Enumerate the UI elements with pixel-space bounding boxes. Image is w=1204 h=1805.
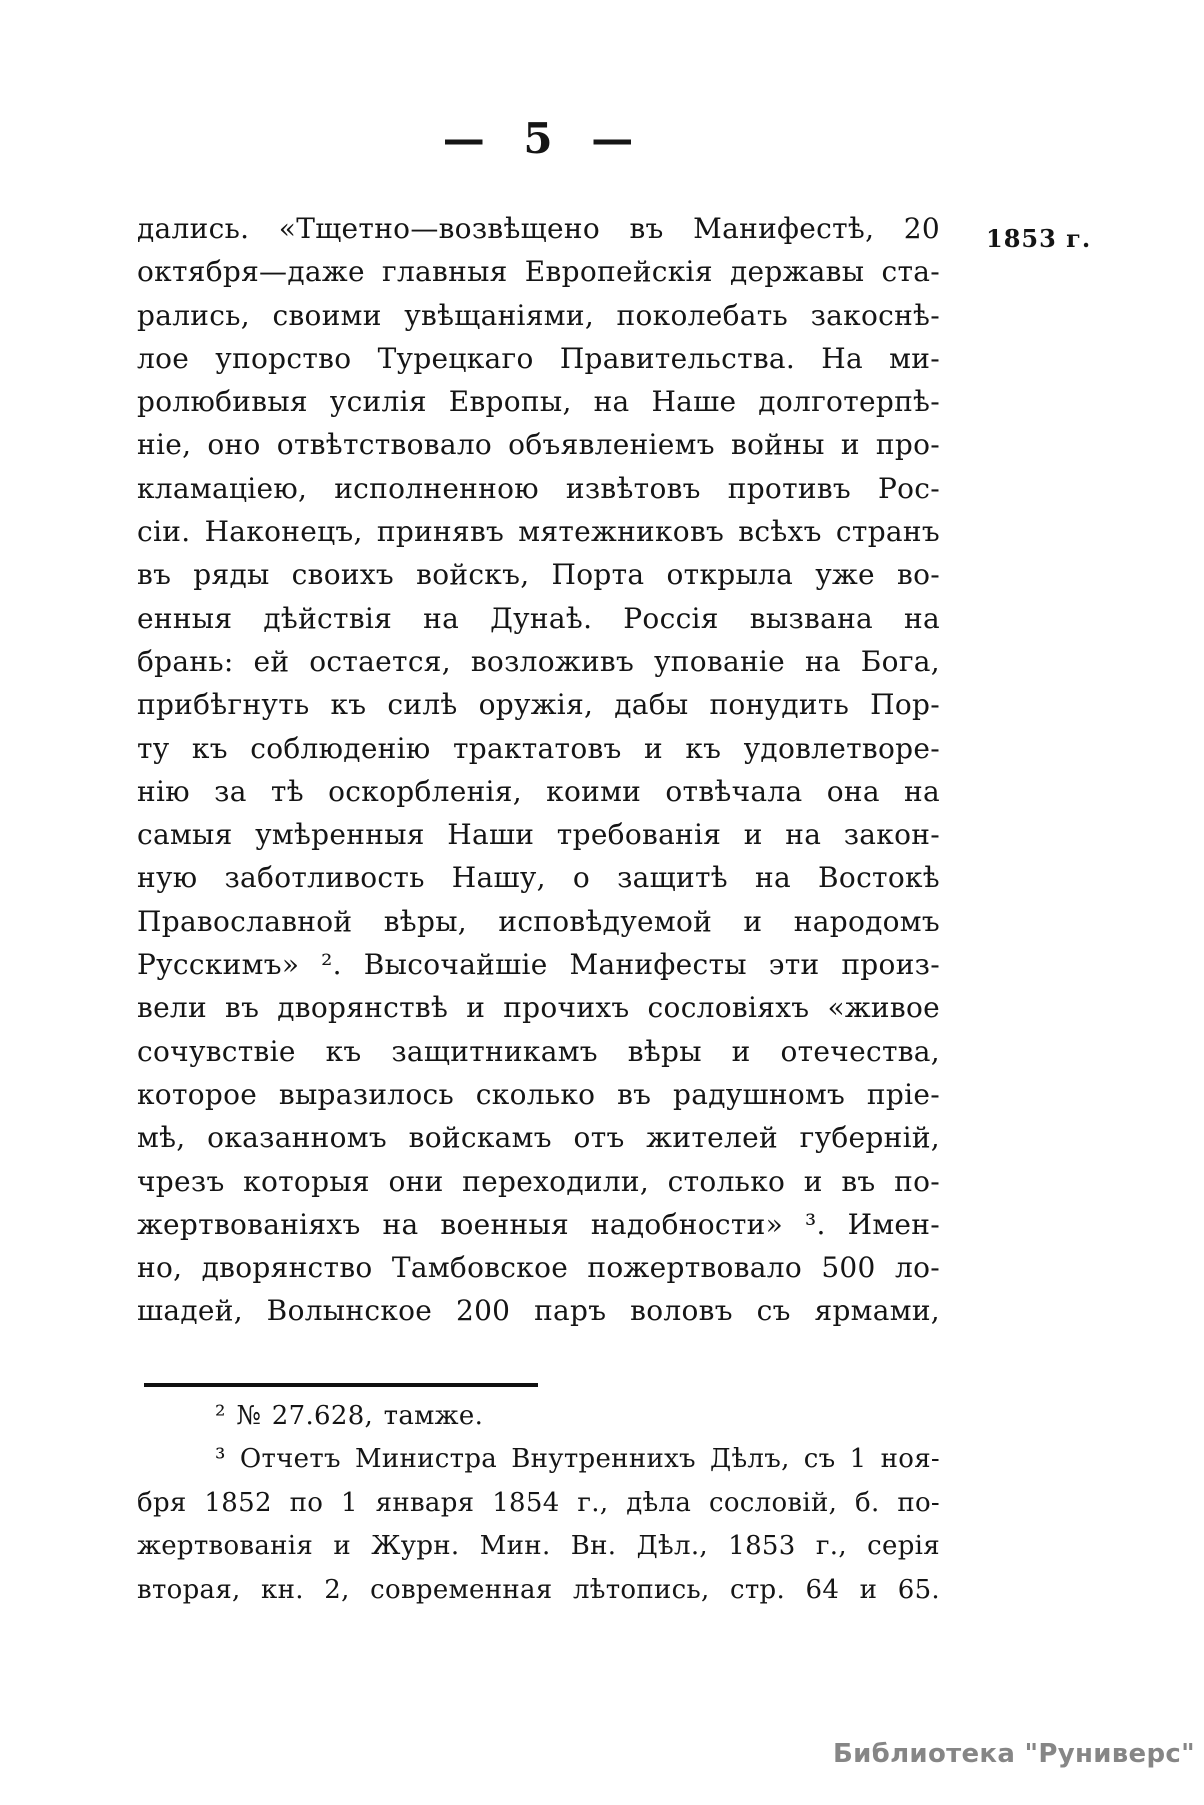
text-line: сочувствіе къ защитникамъ вѣры и отечества, [137, 1034, 940, 1068]
text-line: Русскимъ» ². Высочайшіе Манифесты эти произ- [137, 948, 940, 982]
footnotes-block [137, 1395, 940, 1612]
text-line: октября—даже главныя Европейскія державы ста- [137, 255, 940, 289]
text-line: въ ряды своихъ войскъ, Порта открыла уже во- [137, 558, 940, 592]
text-line: Православной вѣры, исповѣдуемой и народомъ [137, 904, 940, 938]
text-line: прибѣгнуть къ силѣ оружія, дабы понудить Пор- [137, 688, 940, 722]
margin-year-note: 1853 г. [986, 224, 1092, 253]
text-line: енныя дѣйствія на Дунаѣ. Россія вызвана на [137, 601, 940, 635]
footnote-line: жертвованія и Журн. Мин. Вн. Дѣл., 1853 г., серія [137, 1531, 940, 1562]
text-line: жертвованіяхъ на военныя надобности» ³. Имен- [137, 1207, 940, 1241]
text-line: лое упорство Турецкаго Правительства. На ми- [137, 341, 940, 375]
text-line: мѣ, оказанномъ войскамъ отъ жителей губерній, [137, 1121, 940, 1155]
footnote-line: ² № 27.628, тамже. [215, 1401, 484, 1431]
text-line: кламаціею, исполненною извѣтовъ противъ Рос- [137, 471, 940, 505]
text-line: ролюбивыя усилія Европы, на Наше долготерпѣ- [137, 385, 940, 419]
text-line: дались. «Тщетно—возвѣщено въ Манифестѣ, 20 [137, 212, 940, 245]
text-line: брань: ей остается, возложивъ упованіе на Бога, [137, 644, 940, 678]
main-text-block [137, 207, 940, 1333]
text-line: чрезъ которыя они переходили, столько и въ по- [137, 1164, 940, 1198]
footnote-line: бря 1852 по 1 января 1854 г., дѣла сословій, б. по- [137, 1487, 940, 1518]
footnote-separator [144, 1383, 538, 1387]
text-line: нію за тѣ оскорбленія, коими отвѣчала она на [137, 774, 940, 808]
text-line: ніе, оно отвѣтствовало объявленіемъ войны и про- [137, 428, 940, 462]
text-line: самыя умѣренныя Наши требованія и на закон- [137, 818, 940, 852]
text-line: шадей, Волынское 200 паръ воловъ съ ярмами, [137, 1294, 940, 1328]
text-line: сіи. Наконецъ, принявъ мятежниковъ всѣхъ странъ [137, 515, 940, 549]
text-line: рались, своими увѣщаніями, поколебать закоснѣ- [137, 298, 940, 332]
text-line: ную заботливость Нашу, о защитѣ на Востокѣ [137, 861, 940, 895]
library-watermark: Библиотека "Руниверс" [833, 1739, 1195, 1769]
footnote-line: вторая, кн. 2, современная лѣтопись, стр. 64 и 65. [137, 1574, 940, 1605]
text-line: вели въ дворянствѣ и прочихъ сословіяхъ «живое [137, 991, 940, 1025]
text-line: ту къ соблюденію трактатовъ и къ удовлетворе- [137, 731, 940, 765]
footnote-line: ³ Отчетъ Министра Внутреннихъ Дѣлъ, съ 1 ноя- [215, 1444, 940, 1475]
text-line: которое выразилось сколько въ радушномъ пріе- [137, 1077, 940, 1111]
text-line: но, дворянство Тамбовское пожертвовало 500 ло- [137, 1251, 940, 1285]
page-number: — 5 — [442, 114, 635, 163]
